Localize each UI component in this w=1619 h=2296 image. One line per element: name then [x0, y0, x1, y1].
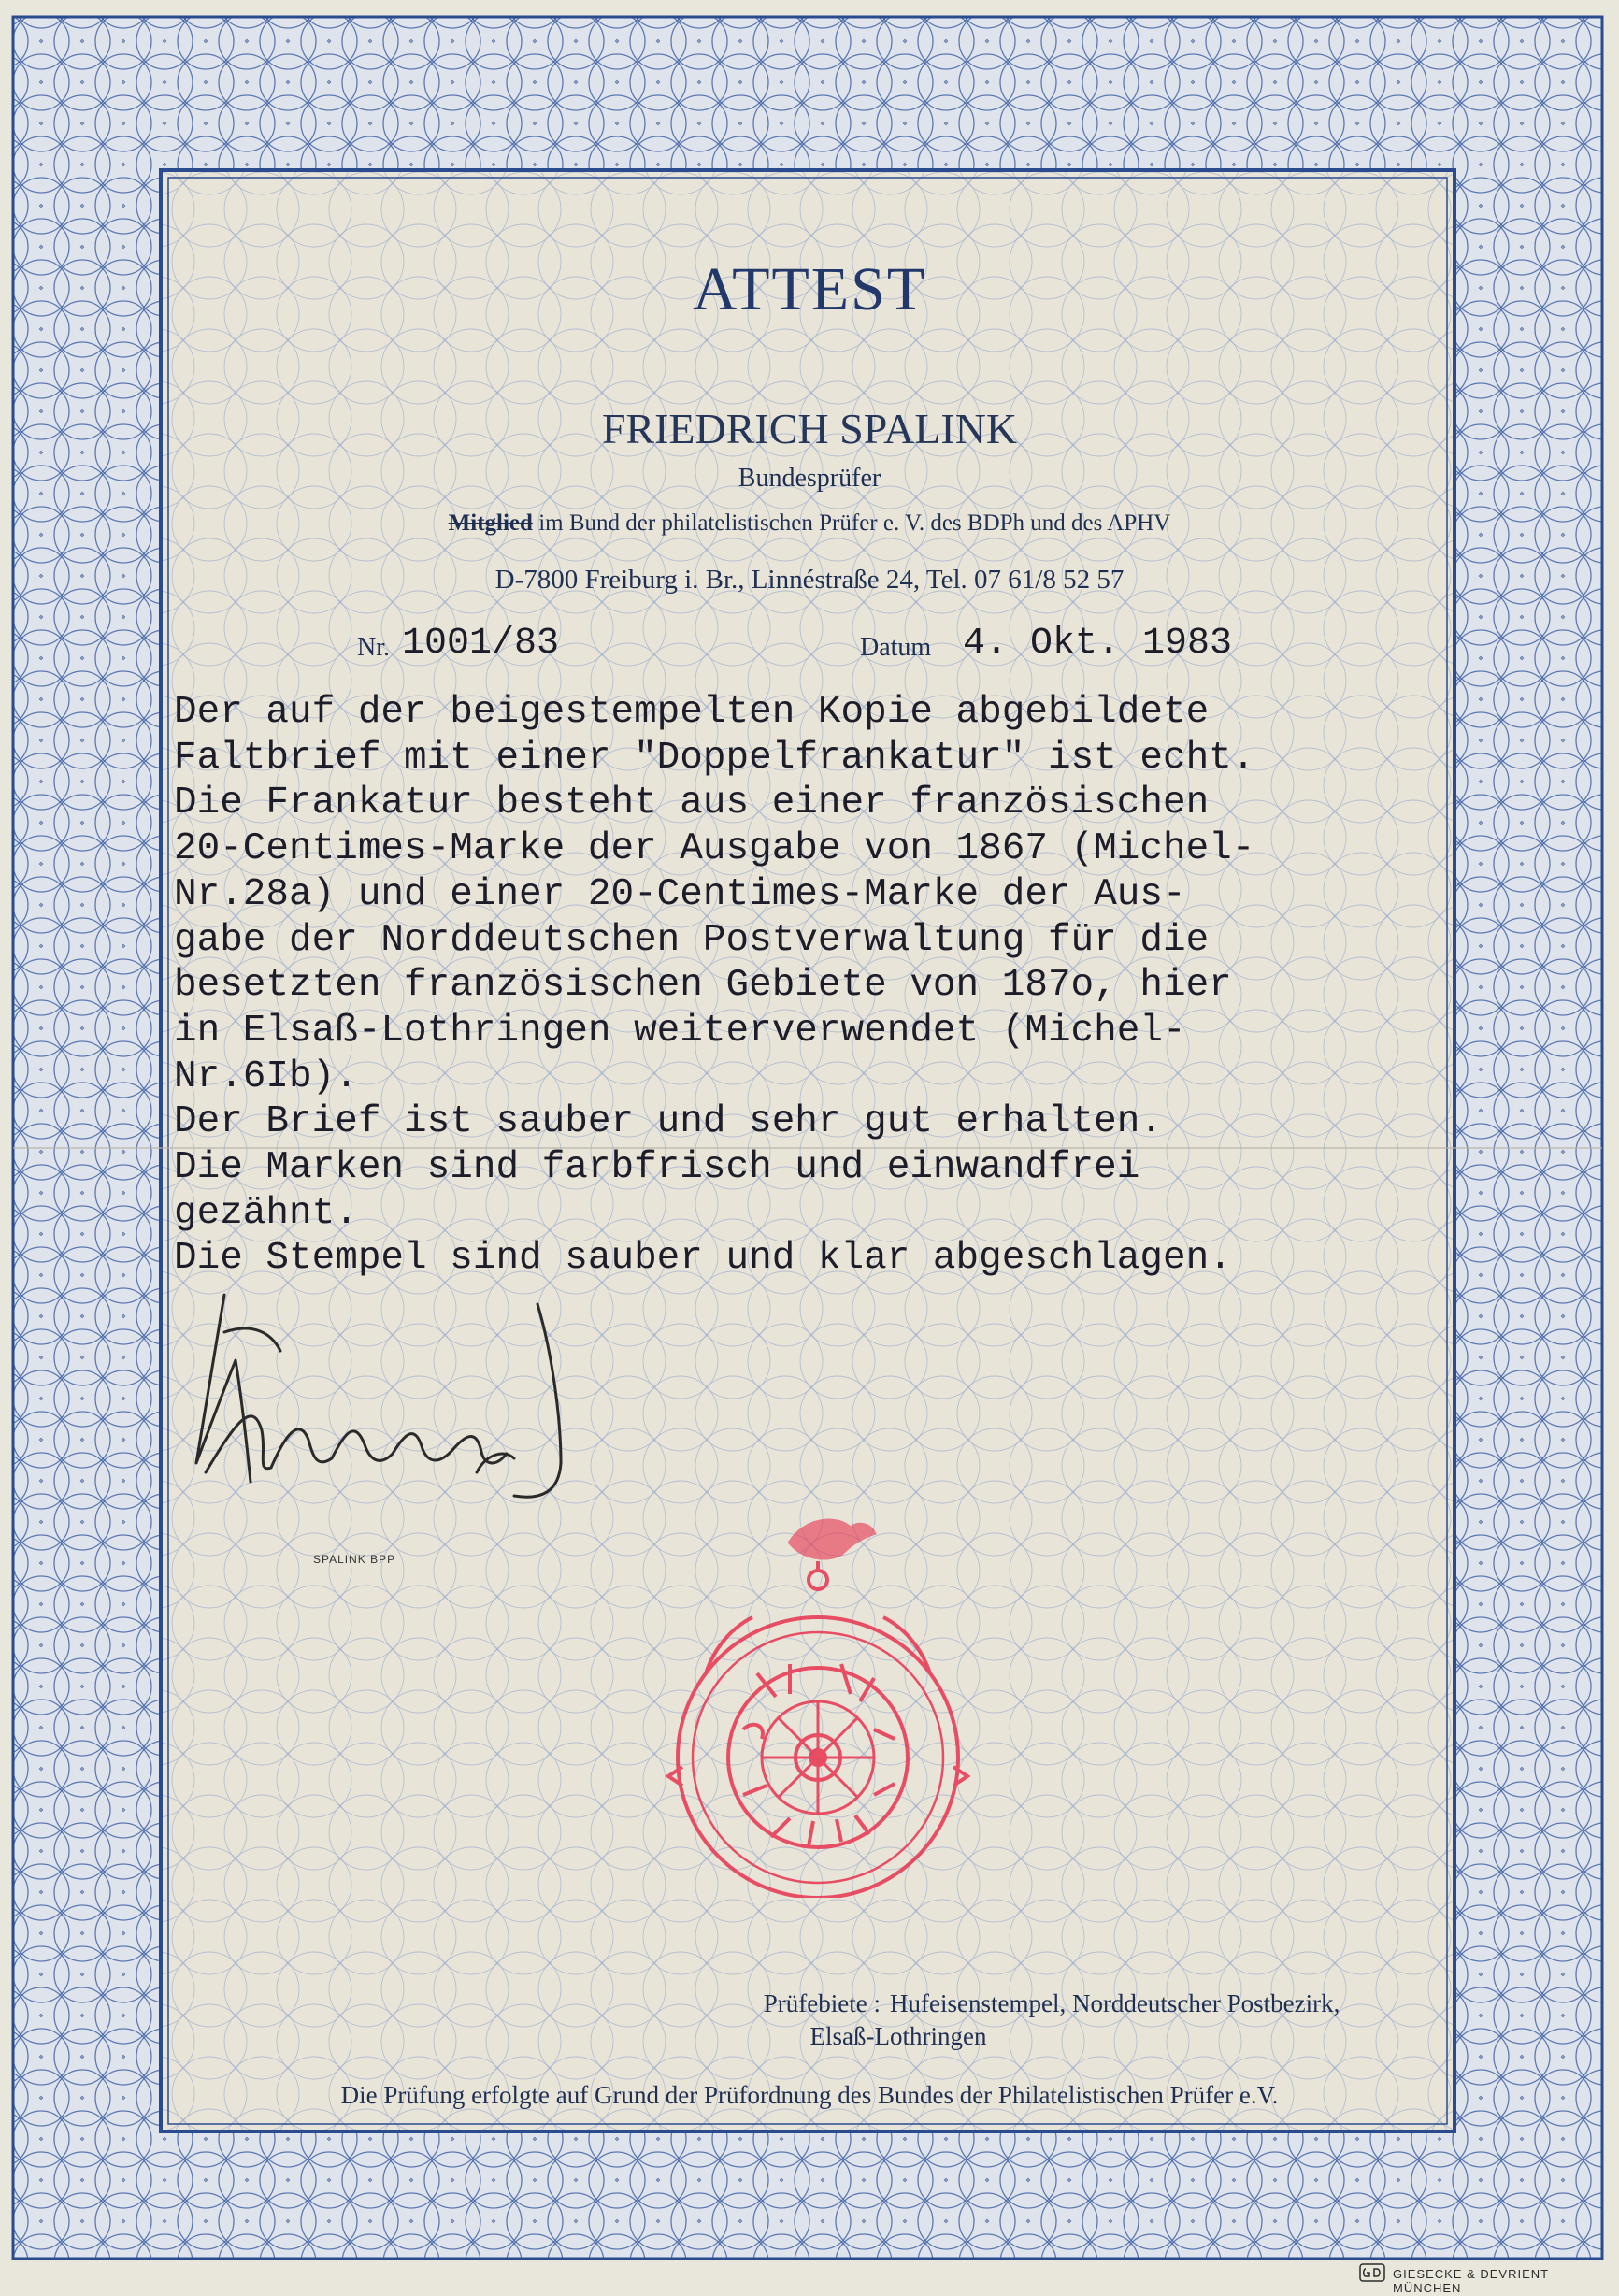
printer-logo-icon [1359, 2263, 1385, 2282]
body-line: Der auf der beigestempelten Kopie abgebildete [174, 691, 1210, 734]
body-line: gabe der Norddeutschen Postverwaltung für die [174, 918, 1210, 962]
examiner-address: D-7800 Freiburg i. Br., Linnéstraße 24, Tel. 07 61/8 52 57 [494, 565, 1125, 595]
examination-areas-label: Prüfebiete : [763, 1989, 881, 2017]
membership-struck-word: Mitglied [448, 510, 533, 536]
body-line: Die Marken sind farbfrisch und einwandfrei [174, 1146, 1140, 1190]
certificate-title: ATTEST [692, 255, 927, 323]
body-line: Faltbrief mit einer "Doppelfrankatur" ist echt. [174, 736, 1255, 780]
body-line: Nr.6Ib). [174, 1055, 358, 1098]
body-line: Die Frankatur besteht aus einer französischen [174, 782, 1210, 825]
certificate-body [174, 690, 1501, 1282]
membership-line [0, 510, 1619, 537]
body-line: Die Stempel sind sauber und klar abgeschlagen. [174, 1237, 1232, 1281]
number-value: 1001/83 [402, 623, 560, 665]
membership-text: im Bund der philatelistischen Prüfer e. V. des BDPh und des APHV [532, 510, 1171, 536]
red-horseshoe-seal [650, 1486, 986, 1898]
examination-rules-note: Die Prüfung erfolgte auf Grund der Prüfordnung des Bundes der Philatelistischen Prüfer e.V. [340, 2081, 1279, 2109]
date-value: 4. Okt. 1983 [963, 623, 1233, 665]
body-line: Nr.28a) und einer 20-Centimes-Marke der Aus- [174, 872, 1186, 916]
examiner-name: FRIEDRICH SPALINK [601, 405, 1018, 452]
examination-areas-line1: Hufeisenstempel, Norddeutscher Postbezirk, [890, 1989, 1340, 2017]
body-line: in Elsaß-Lothringen weiterverwendet (Michel- [174, 1009, 1186, 1053]
number-label: Nr. [357, 633, 390, 662]
examiner-role: Bundesprüfer [738, 464, 881, 493]
signature-name-stamp: SPALINK BPP [313, 1553, 396, 1566]
printer-imprint: GIESECKE & DEVRIENT MÜNCHEN [1393, 2267, 1549, 2295]
body-line: gezähnt. [174, 1191, 358, 1235]
date-label: Datum [860, 633, 932, 662]
examination-areas-line2: Elsaß-Lothringen [810, 2022, 987, 2050]
body-line: besetzten französischen Gebiete von 187o, hier [174, 964, 1232, 1008]
body-line: 20-Centimes-Marke der Ausgabe von 1867 (Michel- [174, 827, 1255, 871]
body-line: Der Brief ist sauber und sehr gut erhalten. [174, 1100, 1163, 1144]
handwritten-signature [168, 1267, 654, 1557]
